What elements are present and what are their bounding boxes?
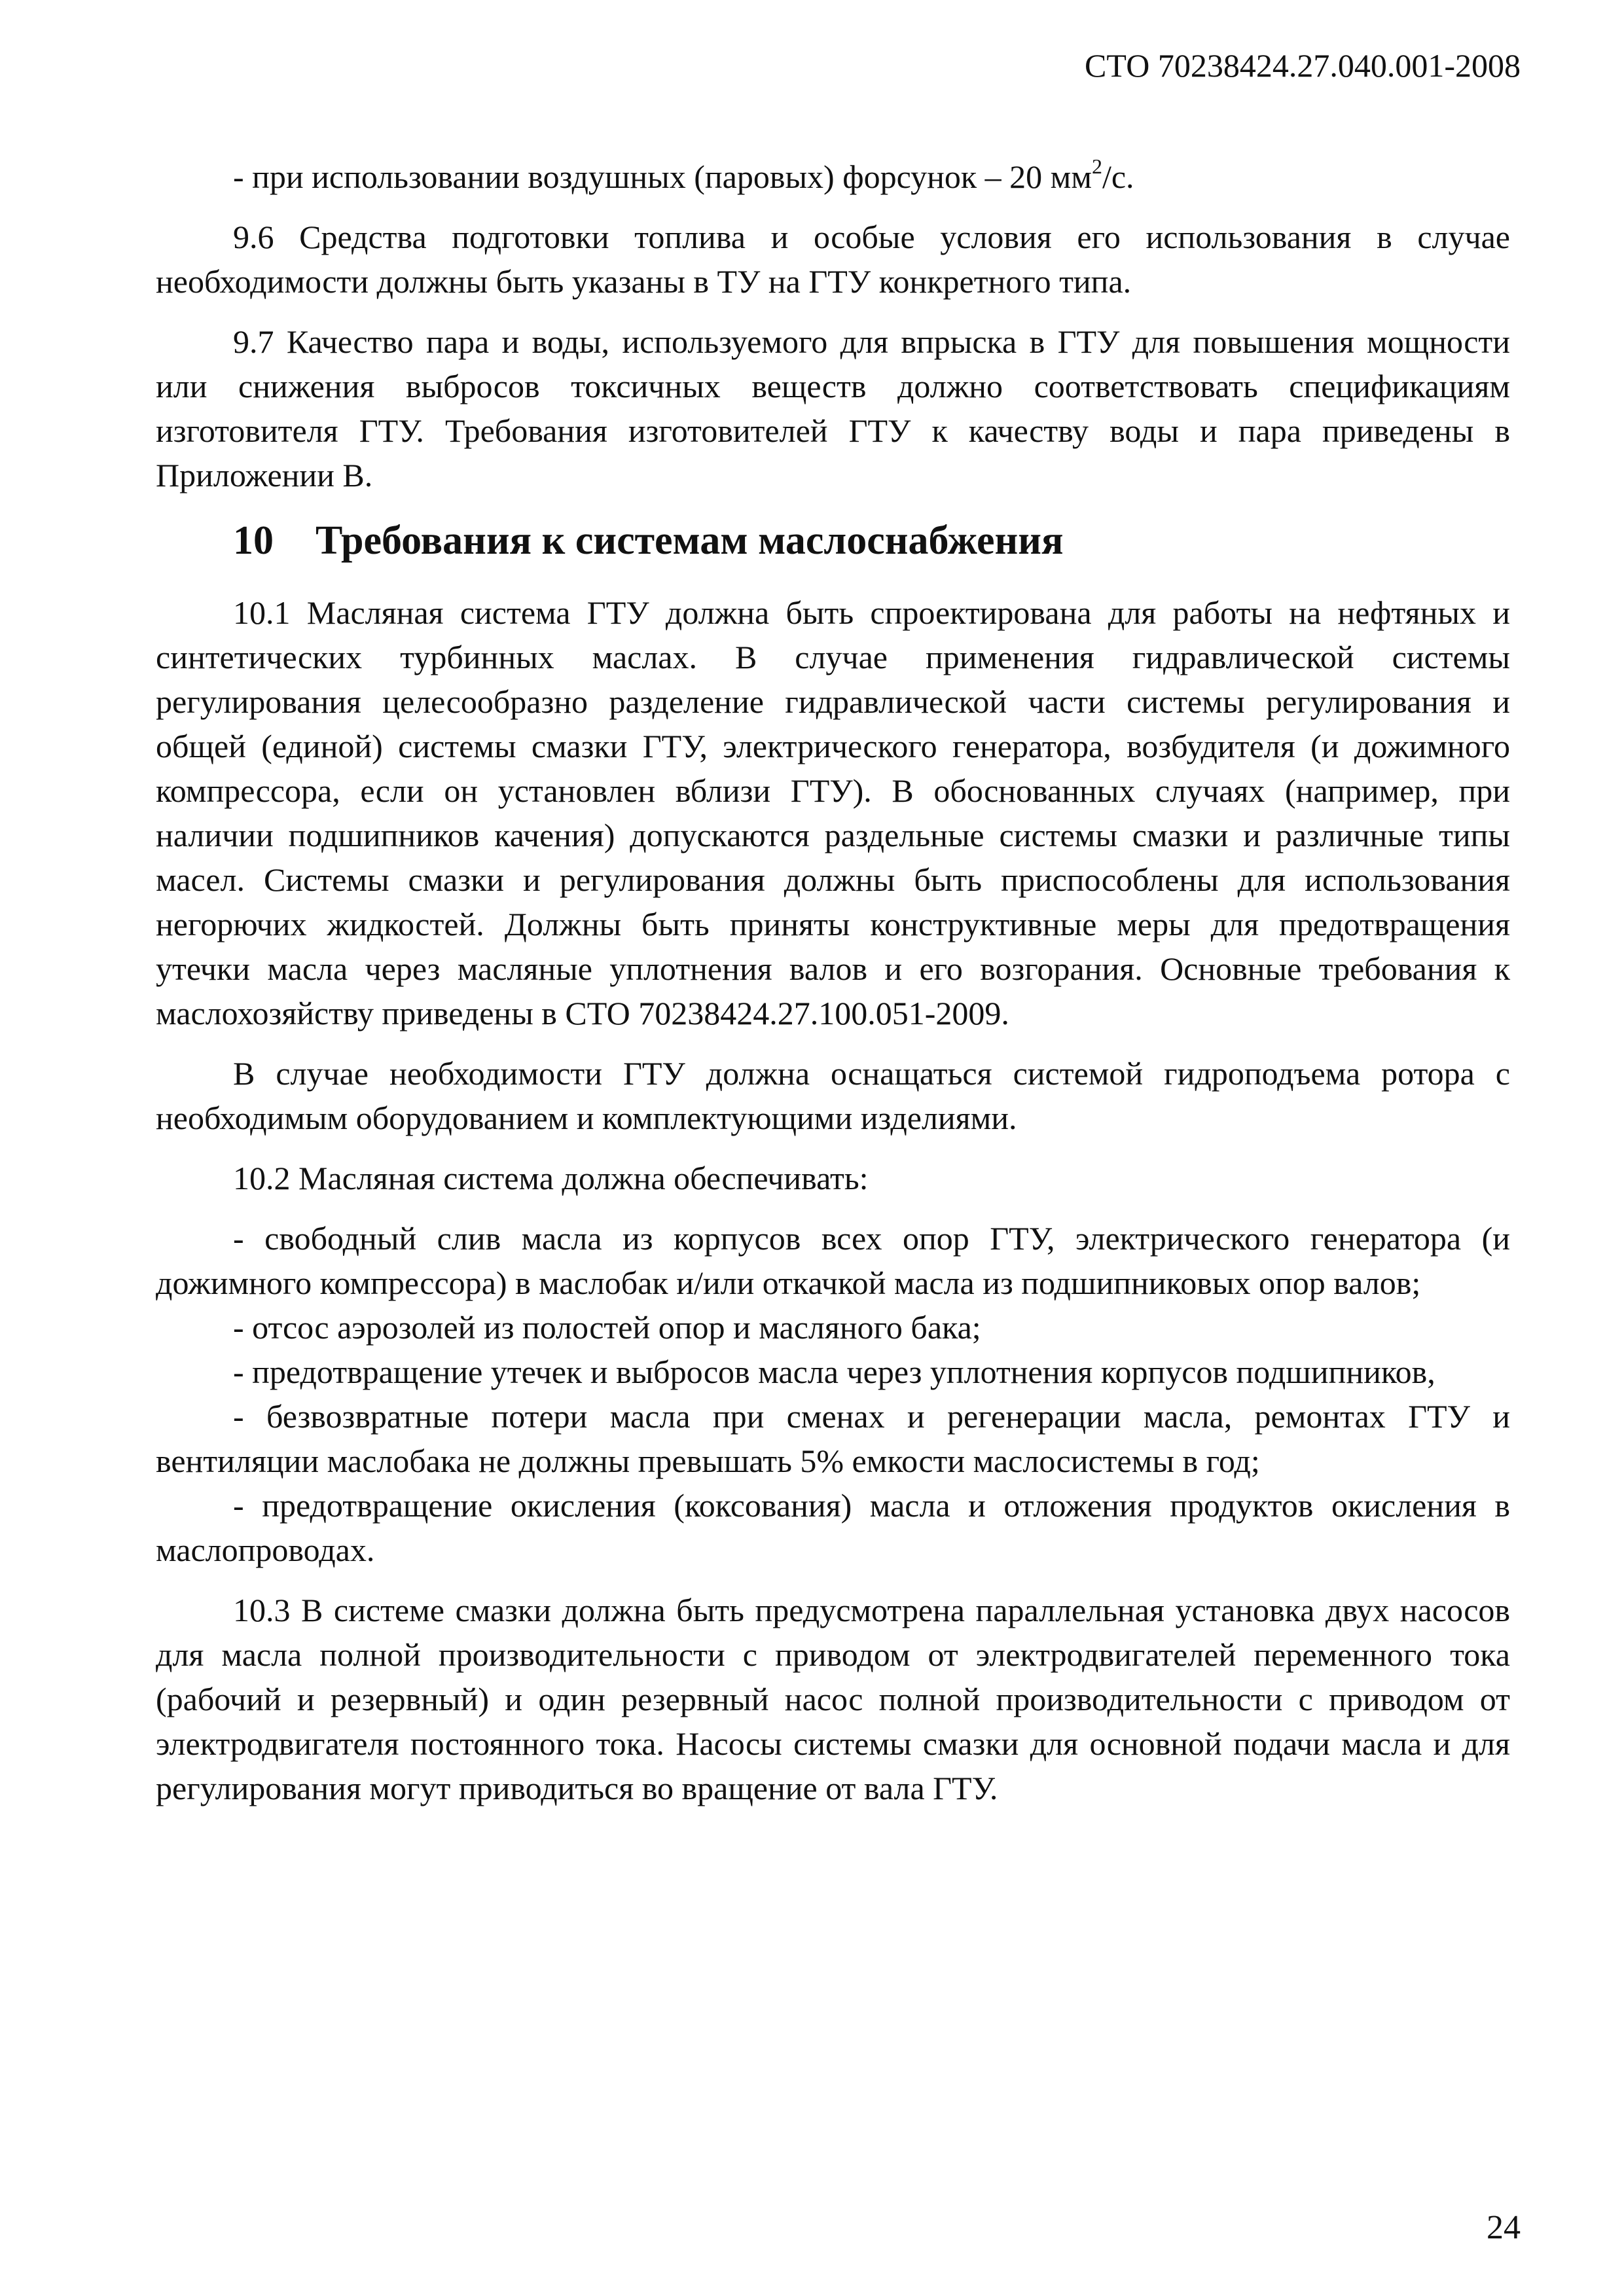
paragraph-10-3: 10.3 В системе смазки должна быть предусмотрена параллельная установка двух насосов для масла полной производительности с приводом от электродвигателей переменного тока (рабочий и резервный) и один резервный насос полной производительности с приводом от электродвигателя постоянного тока. Насосы системы смазки для основной подачи масла и для регулирования могут приводиться во вращение от вала ГТУ. (156, 1592, 1510, 1806)
list-item: - безвозвратные потери масла при сменах и регенерации масла, ремонтах ГТУ и вентиляции маслобака не должны превышать 5% емкости маслосистемы в год; (156, 1398, 1510, 1479)
list-item-text-end: /с. (1102, 158, 1134, 195)
document-code: СТО 70238424.27.040.001-2008 (1085, 47, 1521, 84)
list-item: - предотвращение окисления (коксования) масла и отложения продуктов окисления в маслопроводах. (156, 1487, 1510, 1568)
list-item: - предотвращение утечек и выбросов масла через уплотнения корпусов подшипников, (233, 1354, 1435, 1390)
list-item-air-nozzles (156, 154, 1510, 199)
oil-system-requirements-list (156, 1216, 1510, 1572)
list-item: - отсос аэрозолей из полостей опор и масляного бака; (233, 1309, 981, 1346)
paragraph-9-6: 9.6 Средства подготовки топлива и особые условия его использования в случае необходимости должны быть указаны в ТУ на ГТУ конкретного типа. (156, 219, 1510, 300)
list-item: - свободный слив масла из корпусов всех опор ГТУ, электрического генератора (и дожимного компрессора) в маслобак и/или откачкой масла из подшипниковых опор валов; (156, 1220, 1510, 1301)
paragraph-10-1: 10.1 Масляная система ГТУ должна быть спроектирована для работы на нефтяных и синтетических турбинных маслах. В случае применения гидравлической системы регулирования целесообразно разделение гидравлической части системы регулирования и общей (единой) системы смазки ГТУ, электрического генератора, возбудителя (и дожимного компрессора, если он установлен вблизи ГТУ). В обоснованных случаях (например, при наличии подшипников качения) допускаются раздельные системы смазки и различные типы масел. Системы смазки и регулирования должны быть приспособлены для использования негорючих жидкостей. Должны быть приняты конструктивные меры для предотвращения утечки масла через масляные уплотнения валов и его возгорания. Основные требования к маслохозяйству приведены в СТО 70238424.27.100.051-2009. (156, 594, 1510, 1031)
paragraph-rotor-lift: В случае необходимости ГТУ должна оснащаться системой гидроподъема ротора с необходимым оборудованием и комплектующими изделиями. (156, 1055, 1510, 1136)
superscript: 2 (1091, 154, 1102, 178)
paragraph-9-7: 9.7 Качество пара и воды, используемого для впрыска в ГТУ для повышения мощности или снижения выбросов токсичных веществ должно соответствовать спецификациям изготовителя ГТУ. Требования изготовителей ГТУ к качеству воды и пара приведены в Приложении В. (156, 323, 1510, 493)
list-item-text: - при использовании воздушных (паровых) форсунок – 20 мм (233, 158, 1092, 195)
section-title: Требования к системам маслоснабжения (316, 518, 1064, 563)
paragraph-10-2: 10.2 Масляная система должна обеспечивать: (233, 1160, 869, 1196)
page-number: 24 (1487, 2209, 1521, 2246)
section-number: 10 (233, 518, 274, 563)
section-heading (156, 513, 1510, 568)
page-body (156, 154, 1510, 1826)
